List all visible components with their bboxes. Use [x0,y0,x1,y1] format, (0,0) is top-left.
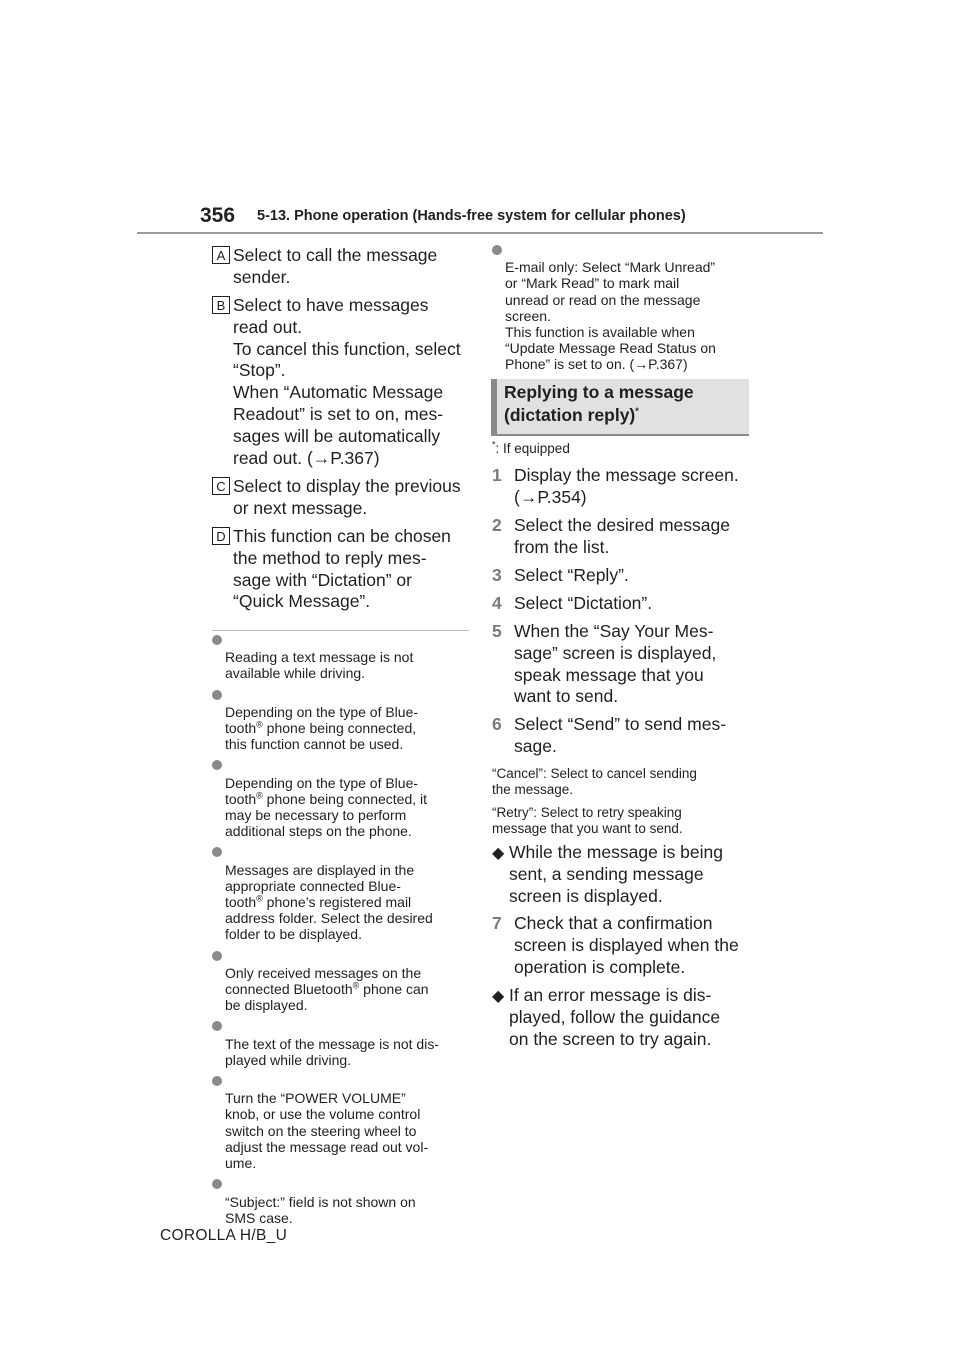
note-item [212,633,472,682]
note-text: Turn the “POWER VOLUME” knob, or use the volume control switch on the steering wheel to adjust the message read out vol- ume. [225,1090,429,1172]
note-item [212,1177,472,1226]
bullet-icon [212,847,222,857]
step-text: Select “Reply”. [514,565,629,585]
notes-divider [212,630,469,631]
info-text: While the message is being sent, a sending message screen is displayed. [509,842,723,906]
info-text: If an error message is dis- played, follow the guidance on the screen to try again. [509,985,721,1049]
step-number: 3 [492,565,502,585]
step-number: 6 [492,714,502,734]
section-heading-rule [491,434,749,436]
callout-c [212,476,464,520]
callout-badge-c: C [212,477,230,495]
callout-d [212,526,464,613]
section-heading-line1: Replying to a message [504,382,694,402]
bullet-icon [212,635,222,645]
callout-text-c: Select to display the previous or next message. [233,476,461,518]
step-number: 1 [492,465,502,485]
note-text: E-mail only: Select “Mark Unread” or “Mark Read” to mark mail unread or read on the message screen. This function is available when “Update Message Read Status on Phone” is set to on. (→P.367) [505,259,716,373]
header-rule [137,232,823,234]
step-number: 7 [492,913,502,933]
callout-badge-a: A [212,246,230,264]
info-item-sending [492,842,754,907]
note-item [212,1019,472,1068]
diamond-icon: ◆ [492,988,505,1005]
step-number: 5 [492,621,502,641]
registered-mark: ® [256,790,263,801]
callout-badge-d: D [212,527,230,545]
footer-model: COROLLA H/B_U [160,1227,288,1244]
note-text: phone being connected, this function cannot be used. [225,720,417,753]
step-number: 4 [492,593,502,613]
step-2 [492,515,754,559]
note-item [492,243,752,373]
registered-mark: ® [352,980,360,991]
note-item [212,758,472,839]
step-3 [492,565,754,587]
retry-note: “Retry”: Select to retry speaking message that you want to send. [492,805,683,836]
footnote [492,441,570,456]
notes-left [212,633,472,1232]
note-item [212,1074,472,1171]
callout-text-a: Select to call the message sender. [233,245,438,287]
note-text: Depending on the type of Blue- tooth [225,703,419,737]
bullet-icon [212,690,222,700]
step-text: When the “Say Your Mes- sage” screen is displayed, speak message that you want to send. [514,621,717,707]
bullet-icon [212,1179,222,1189]
bullet-icon [492,245,502,255]
registered-mark: ® [256,893,263,904]
callout-badge-b: B [212,296,230,314]
step-number: 2 [492,515,502,535]
step-text: Select the desired message from the list. [514,515,730,557]
right-note [492,243,752,379]
info-item-error [492,985,754,1050]
note-item [212,845,472,942]
cancel-note: “Cancel”: Select to cancel sending the message. [492,766,697,797]
note-text: Only received messages on the connected Bluetooth [225,964,422,998]
note-text: The text of the message is not dis- played while driving. [225,1035,439,1068]
page-number: 356 [200,204,236,227]
section-heading [504,381,744,426]
note-item [212,688,472,753]
step-7 [492,913,754,978]
footnote-text: : If equipped [495,441,570,456]
callout-b [212,295,464,469]
note-text: phone can be displayed. [225,981,429,1014]
section-title: 5-13. Phone operation (Hands-free system for cellular phones) [257,208,686,224]
note-text: Depending on the type of Blue- tooth [225,774,419,807]
note-item [212,949,472,1014]
step-text: Display the message screen. (→P.354) [514,465,739,507]
bullet-icon [212,760,222,770]
step-1 [492,465,754,509]
step-text: Check that a confirmation screen is displayed when the operation is complete. [514,913,739,977]
note-text: phone’s registered mail address folder. Select the desired folder to be displayed. [225,894,433,943]
bullet-icon [212,951,222,961]
note-text: “Subject:” field is not shown on SMS case. [225,1193,416,1226]
asterisk-mark: * [635,405,639,416]
step-6 [492,714,754,758]
section-heading-line2: (dictation reply) [504,404,636,425]
diamond-icon: ◆ [492,845,505,862]
footnote-mark: * [492,439,496,450]
note-text: phone being connected, it may be necessary to perform additional steps on the phone. [225,790,428,840]
section-heading-bar [491,379,497,434]
note-text: Reading a text message is not available while driving. [225,649,414,682]
bullet-icon [212,1076,222,1086]
registered-mark: ® [256,719,263,730]
step-text: Select “Dictation”. [514,593,653,613]
bullet-icon [212,1021,222,1031]
callout-a [212,245,464,289]
step-4 [492,593,754,615]
note-text: Messages are displayed in the appropriate connected Blue- tooth [225,861,415,911]
callout-text-d: This function can be chosen the method to reply mes- sage with “Dictation” or “Quick Message”. [233,526,451,612]
callout-text-b: Select to have messages read out. To cancel this function, select “Stop”. When “Automatic Message Readout” is set to on, mes- sages will be automatically read out. (→P.367) [233,295,461,468]
step-5 [492,621,754,708]
step-text: Select “Send” to send mes- sage. [514,714,727,756]
